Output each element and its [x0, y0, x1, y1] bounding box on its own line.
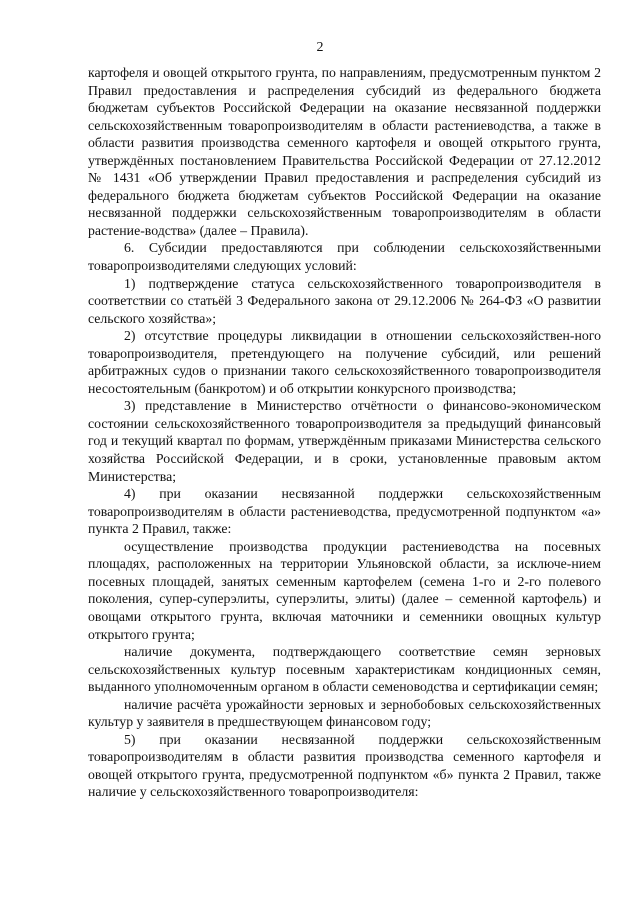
condition-3: 3) представление в Министерство отчётности о финансово-экономическом состоянии сельскохозяйственного товаропроизводителя за предыдущий финансовый год и текущий квартал по формам, утверждённым приказами Министерства сельского хозяйства Российской Федерации, и в сроки, установленные правовым актом Министерства; [88, 398, 601, 484]
condition-4-production: осуществление производства продукции растениеводства на посевных площадях, расположенных на территории Ульяновской области, за исключе-нием посевных площадей, занятых семенным картофелем (семена 1-го и 2-го полевого поколения, супер-суперэлиты, суперэлиты, элиты) (далее – семенной картофель) и овощами открытого грунта, включая маточники и семенники овощных культур открытого грунта; [88, 538, 601, 642]
paragraph-continuation: картофеля и овощей открытого грунта, по направлениям, предусмотренным пунктом 2 Правил предоставления и распределения субсидий из федерального бюджета бюджетам субъектов Российской Федерации на оказание несвязанной поддержки сельскохозяйственным товаропроизводителям в области растениеводства, а также в области развития производства семенного картофеля и овощей открытого грунта, утверждённых постановлением Правительства Российской Федерации от 27.12.2012 № 1431 «Об утверждении Правил предоставления и распределения субсидий из федерального бюджета бюджетам субъектов Российской Федерации на оказание несвязанной поддержки сельскохозяйственным товаропроизводителям в области растение-водства» (далее – Правила). [88, 65, 601, 238]
condition-4-seed-document: наличие документа, подтверждающего соответствие семян зерновых сельскохозяйственных культур посевным характеристикам кондиционных семян, выданного уполномоченным органом в области семеноводства и сертификации семян; [88, 644, 601, 695]
condition-4: 4) при оказании несвязанной поддержки сельскохозяйственным товаропроизводителям в области растениеводства, предусмотренной подпунктом «а» пункта 2 Правил, также: [88, 486, 601, 537]
condition-1: 1) подтверждение статуса сельскохозяйственного товаропроизводителя в соответствии со статьёй 3 Федерального закона от 29.12.2006 № 264-ФЗ «О развитии сельского хозяйства»; [88, 275, 601, 326]
condition-5: 5) при оказании несвязанной поддержки сельскохозяйственным товаропроизводителям в области развития производства семенного картофеля и овощей открытого грунта, предусмотренной подпунктом «б» пункта 2 Правил, также наличие у сельскохозяйственного товаропроизводителя: [88, 731, 601, 800]
condition-2: 2) отсутствие процедуры ликвидации в отношении сельскохозяйствен-ного товаропроизводителя, претендующего на получение субсидий, или решений арбитражных судов о признании такого сельскохозяйственного товаропроизводителя несостоятельным (банкротом) и об открытии конкурсного производства; [88, 328, 601, 396]
document-body [88, 64, 601, 801]
condition-4-yield-calculation: наличие расчёта урожайности зерновых и зернобобовых сельскохозяйственных культур у заявителя в предшествующем финансовом году; [88, 696, 601, 730]
paragraph-6: 6. Субсидии предоставляются при соблюдении сельскохозяйственными товаропроизводителями следующих условий: [88, 240, 601, 274]
page-number: 2 [316, 40, 324, 55]
